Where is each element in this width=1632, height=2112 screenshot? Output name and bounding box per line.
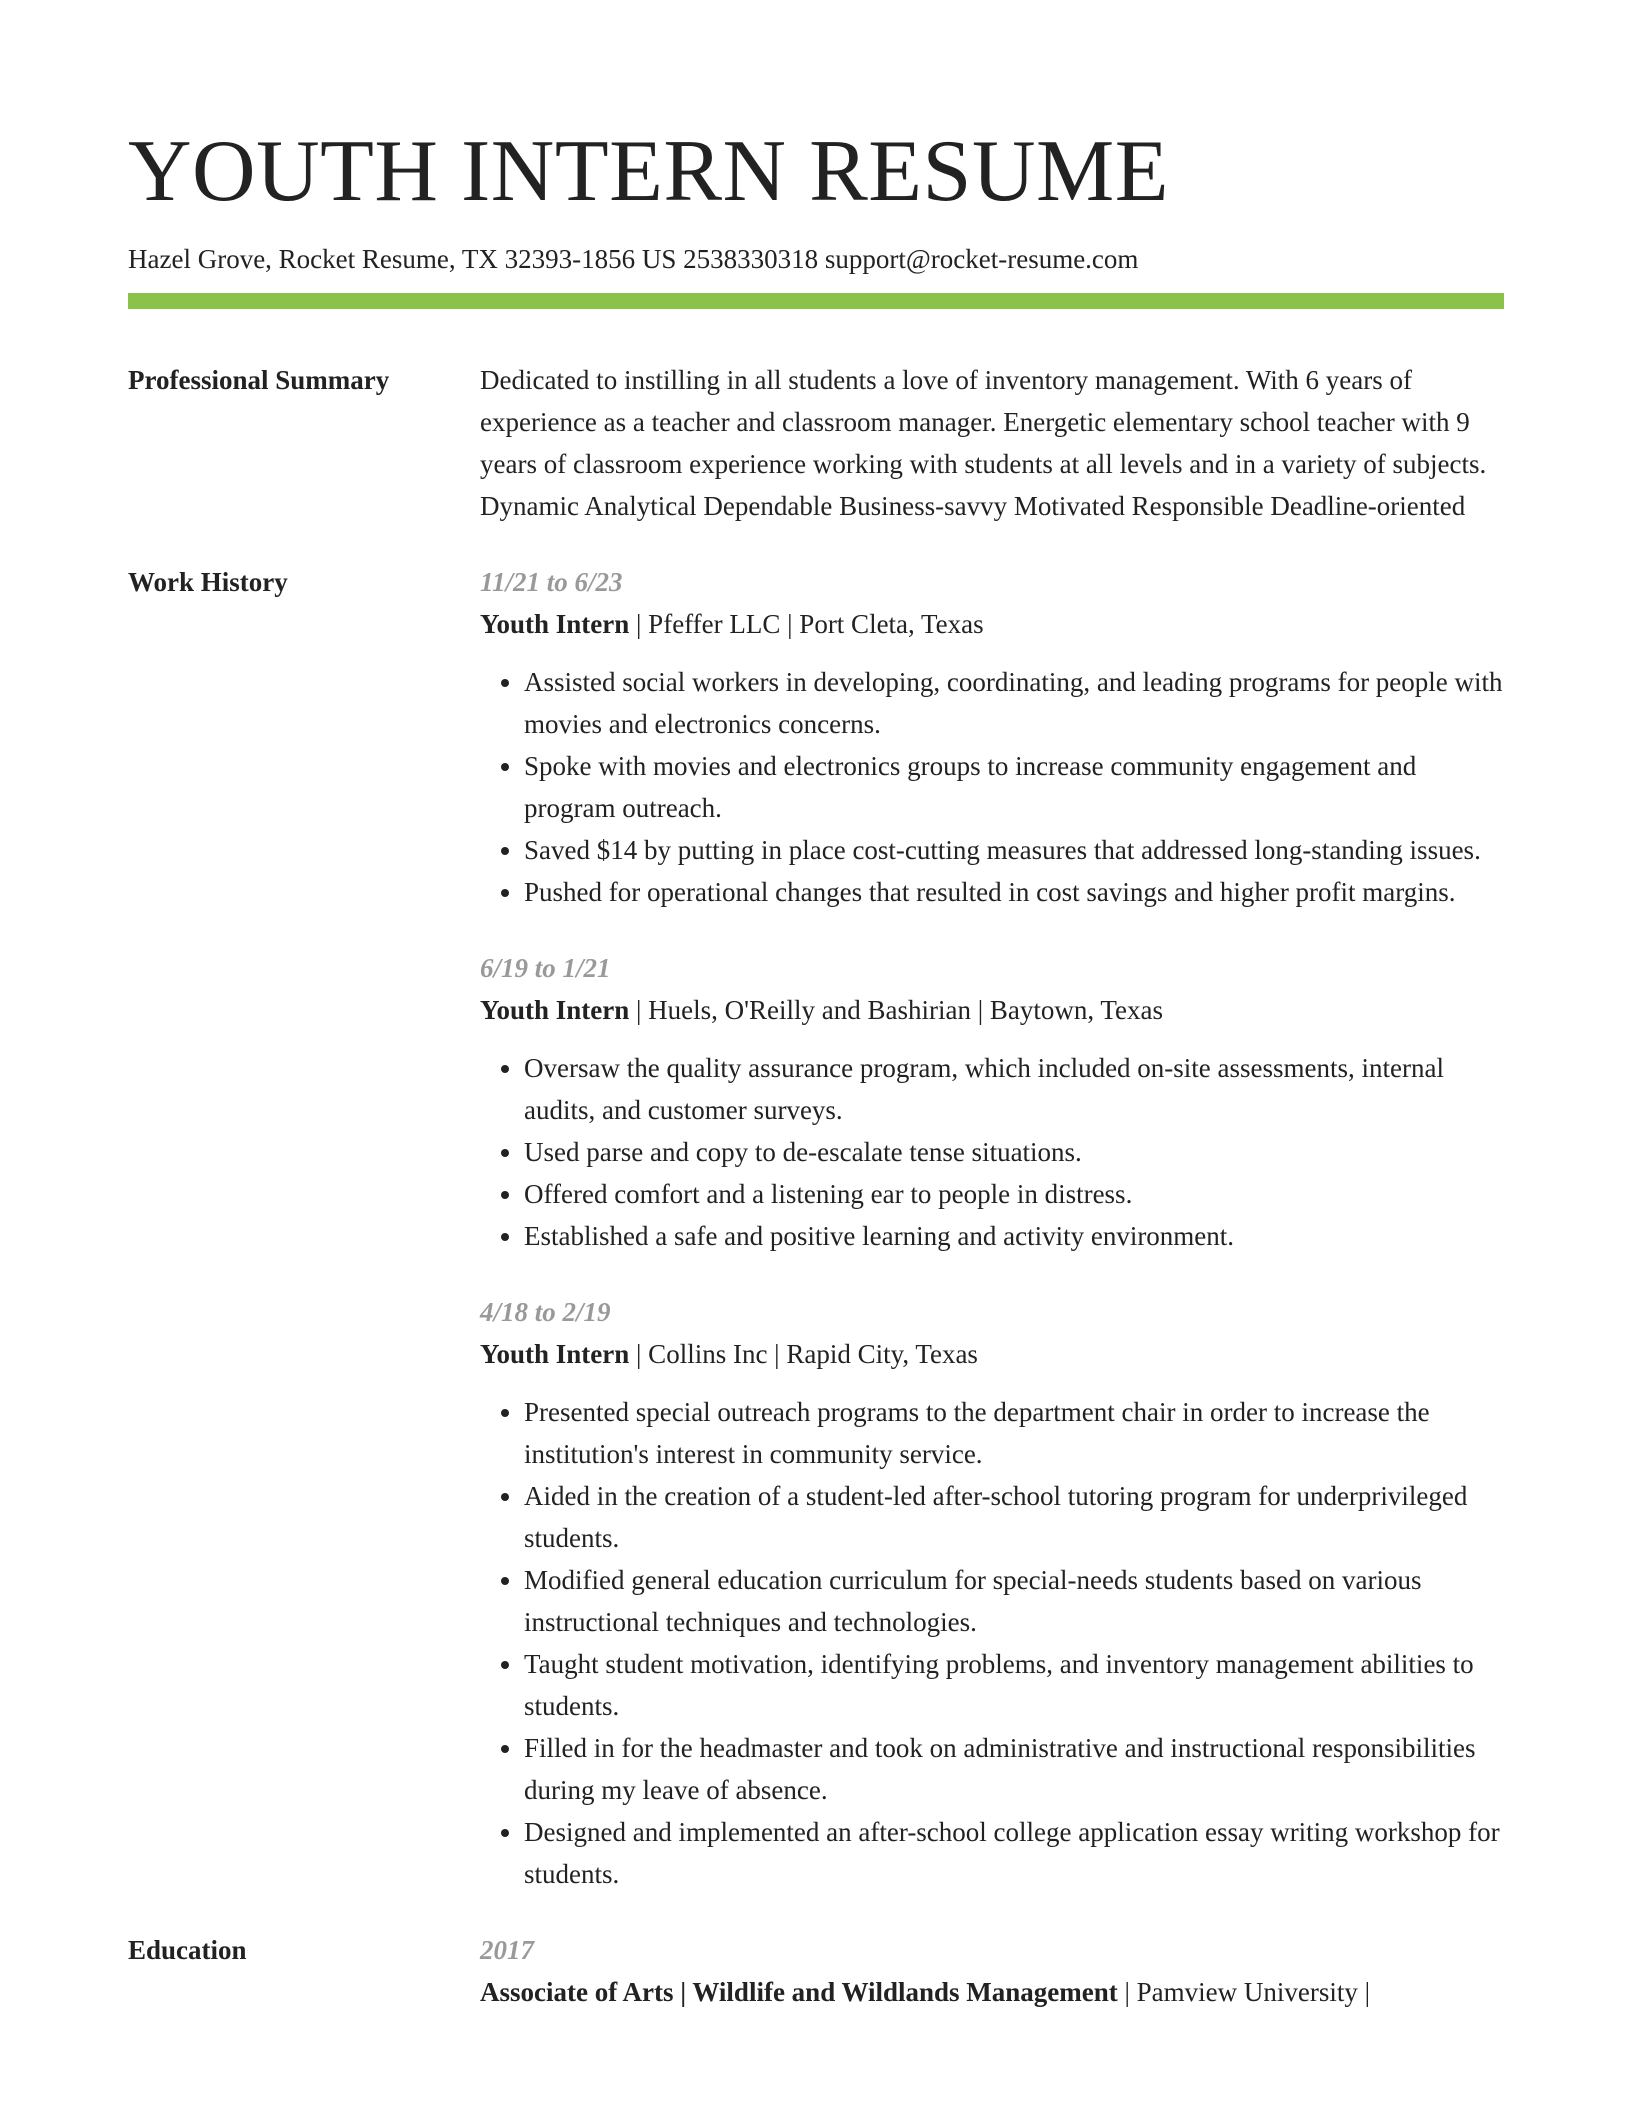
education-section (128, 1929, 1504, 2013)
job-bullet: • Presented special outreach programs to the department chair in order to increase the institution's interest in community service. (524, 1391, 1504, 1475)
job-bullet: • Taught student motivation, identifying problems, and inventory management abilities to students. (524, 1643, 1504, 1727)
job-bullets (480, 1047, 1504, 1257)
job-entry (480, 1291, 1504, 1895)
job-title: Youth Intern (480, 995, 630, 1025)
job-heading (480, 989, 1504, 1031)
section-label-work-history: Work History (128, 567, 288, 597)
job-bullet: • Filled in for the headmaster and took on administrative and instructional responsibilities during my leave of absence. (524, 1727, 1504, 1811)
summary-body (480, 359, 1504, 527)
job-bullet: • Pushed for operational changes that resulted in cost savings and higher profit margins. (524, 871, 1504, 913)
work-history-body (480, 561, 1504, 1895)
job-details: | Collins Inc | Rapid City, Texas (629, 1339, 978, 1369)
job-bullet: • Aided in the creation of a student-led after-school tutoring program for underprivileged students. (524, 1475, 1504, 1559)
job-dates: 4/18 to 2/19 (480, 1297, 611, 1327)
job-title: Youth Intern (480, 609, 630, 639)
job-bullet: • Offered comfort and a listening ear to people in distress. (524, 1173, 1504, 1215)
job-bullet: • Spoke with movies and electronics groups to increase community engagement and program outreach. (524, 745, 1504, 829)
job-bullets (480, 661, 1504, 913)
professional-summary-section (128, 359, 1504, 527)
accent-divider (128, 293, 1504, 309)
job-heading (480, 1333, 1504, 1375)
education-heading (480, 1971, 1504, 2013)
job-bullet: • Saved $14 by putting in place cost-cutting measures that addressed long-standing issues. (524, 829, 1504, 871)
job-entry (480, 947, 1504, 1257)
education-details: | Pamview University | (1117, 1977, 1371, 2007)
job-details: | Pfeffer LLC | Port Cleta, Texas (629, 609, 984, 639)
work-history-section (128, 561, 1504, 1895)
job-bullet: • Modified general education curriculum for special-needs students based on various instructional techniques and technologies. (524, 1559, 1504, 1643)
job-dates: 11/21 to 6/23 (480, 567, 623, 597)
job-bullet: • Oversaw the quality assurance program, which included on-site assessments, internal audits, and customer surveys. (524, 1047, 1504, 1131)
job-dates: 6/19 to 1/21 (480, 953, 611, 983)
section-label-summary: Professional Summary (128, 365, 390, 395)
job-bullets (480, 1391, 1504, 1895)
job-bullet: • Assisted social workers in developing, coordinating, and leading programs for people with movies and electronics concerns. (524, 661, 1504, 745)
education-body (480, 1929, 1504, 2013)
job-bullet: • Established a safe and positive learning and activity environment. (524, 1215, 1504, 1257)
job-bullet: • Designed and implemented an after-school college application essay writing workshop for students. (524, 1811, 1504, 1895)
section-label-education: Education (128, 1935, 247, 1965)
job-details: | Huels, O'Reilly and Bashirian | Baytown, Texas (629, 995, 1163, 1025)
resume-page (128, 0, 1504, 2013)
job-bullet: • Used parse and copy to de-escalate tense situations. (524, 1131, 1504, 1173)
education-year: 2017 (480, 1935, 534, 1965)
job-title: Youth Intern (480, 1339, 630, 1369)
summary-text: Dedicated to instilling in all students a love of inventory management. With 6 years of experience as a teacher and classroom manager. Energetic elementary school teacher with 9 years of classroom experience working with students at all levels and in a variety of subjects. Dynamic Analytical Dependable Business-savvy Motivated Responsible Deadline-oriented (480, 365, 1487, 521)
job-entry (480, 561, 1504, 913)
contact-line: Hazel Grove, Rocket Resume, TX 32393-1856 US 2538330318 support@rocket-resume.com (128, 244, 1139, 274)
resume-title: YOUTH INTERN RESUME (128, 123, 1170, 220)
education-degree: Associate of Arts | Wildlife and Wildlands Management (480, 1977, 1118, 2007)
job-heading (480, 603, 1504, 645)
